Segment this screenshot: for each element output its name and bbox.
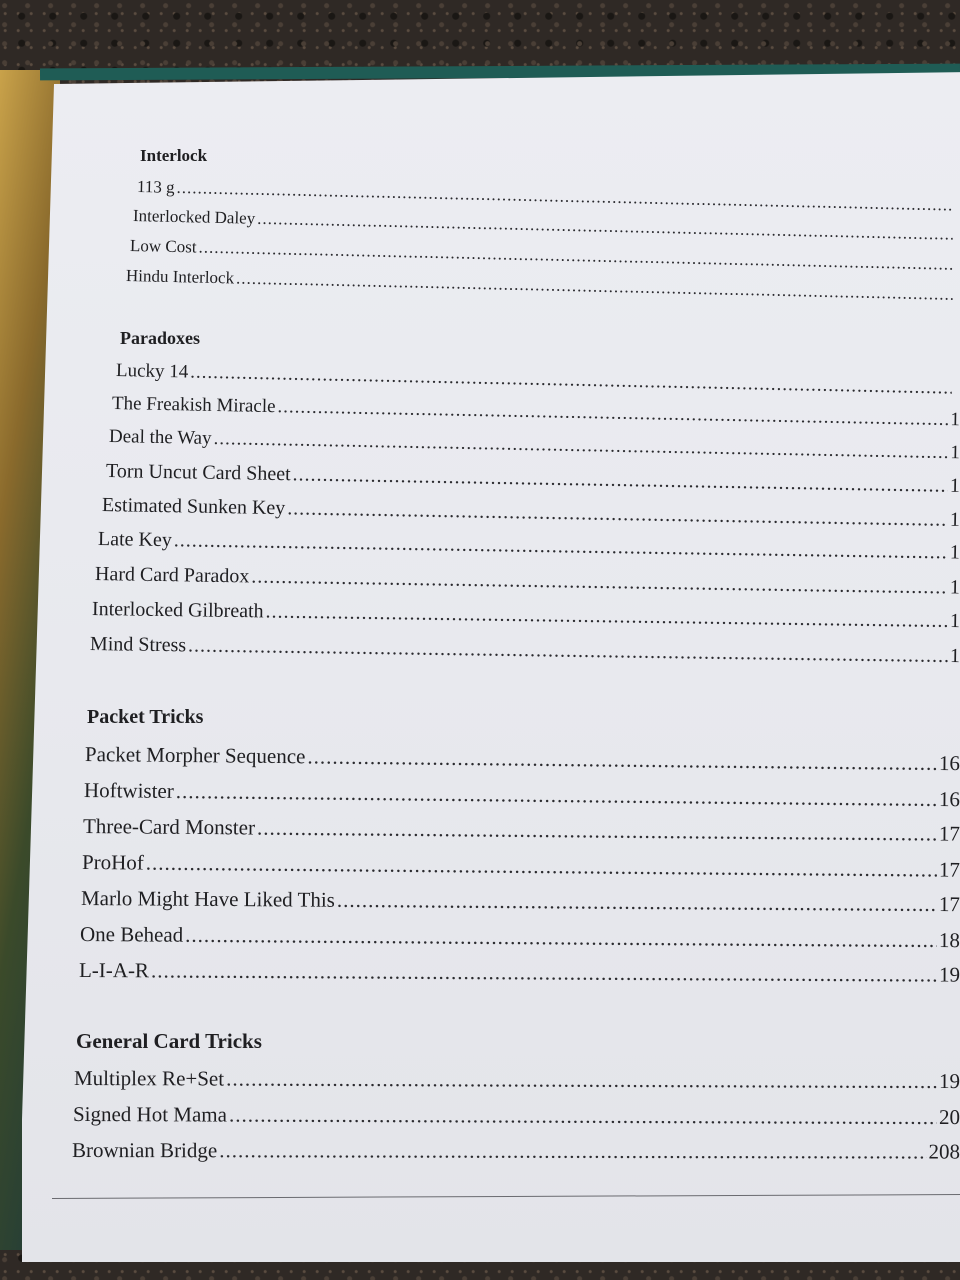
leader-dots xyxy=(226,1067,937,1094)
toc-entry-title: L-I-A-R xyxy=(78,958,150,983)
toc-entry-page: 1 xyxy=(949,576,960,599)
leader-dots xyxy=(251,565,948,599)
toc-entry xyxy=(98,528,960,565)
toc-entry-title: Estimated Sunken Key xyxy=(101,494,286,520)
toc-entry-title: Low Cost xyxy=(129,236,197,257)
leader-dots xyxy=(257,816,937,847)
toc-entry xyxy=(102,494,960,532)
toc-entry-page: 16 xyxy=(938,750,960,776)
leader-dots xyxy=(151,958,937,987)
toc-entry xyxy=(90,633,960,668)
toc-entry xyxy=(74,1066,960,1094)
leader-dots xyxy=(213,428,948,464)
toc-entry-page: 17 xyxy=(938,857,960,882)
toc-entry xyxy=(112,393,960,431)
toc-entry-page: 17 xyxy=(938,821,960,846)
leader-dots xyxy=(277,396,948,431)
toc-entry-title: 113 g xyxy=(136,177,175,197)
leader-dots xyxy=(176,779,937,812)
toc-entry xyxy=(95,563,960,600)
leader-dots xyxy=(185,923,937,953)
toc-entry-title: Torn Uncut Card Sheet xyxy=(105,460,291,486)
toc-entry-page: 19 xyxy=(938,962,960,987)
footer-rule xyxy=(52,1194,960,1199)
toc-entry-title: One Behead xyxy=(79,922,184,947)
toc-entry-page: 17 xyxy=(938,891,960,917)
toc-entry-page: 1 xyxy=(949,609,960,633)
toc-entry-page: 208 xyxy=(928,1139,960,1164)
toc-entry-page: 18 xyxy=(938,927,960,953)
toc-entry-page: 1 xyxy=(950,409,960,431)
toc-entry-page: 19 xyxy=(938,1069,960,1094)
toc-entry-title: Mind Stress xyxy=(89,633,187,657)
section-heading-general-card-tricks: General Card Tricks xyxy=(76,1029,262,1053)
toc-entry xyxy=(82,850,960,883)
leader-dots xyxy=(198,238,953,275)
toc-entry-page: 1 xyxy=(950,442,960,464)
leader-dots xyxy=(174,529,948,564)
leader-dots xyxy=(307,744,937,776)
toc-entry-page: 1 xyxy=(949,474,960,497)
leader-dots xyxy=(337,888,937,917)
toc-entry-title: Brownian Bridge xyxy=(71,1138,218,1163)
leader-dots xyxy=(257,209,953,245)
section-heading-paradoxes: Paradoxes xyxy=(120,328,200,348)
leader-dots xyxy=(188,634,948,668)
toc-entry-title: Multiplex Re+Set xyxy=(73,1066,225,1091)
toc-entry xyxy=(116,360,954,400)
toc-entry-page: 1 xyxy=(949,541,960,564)
toc-entry-title: ProHof xyxy=(81,850,144,875)
toc-entry xyxy=(109,426,960,464)
toc-entry-page: 1 xyxy=(949,645,960,668)
leader-dots xyxy=(146,851,937,883)
toc-entry-title: Hard Card Paradox xyxy=(94,563,250,588)
section-heading-interlock: Interlock xyxy=(140,146,208,165)
toc-entry xyxy=(81,886,960,917)
toc-entry xyxy=(80,922,960,953)
toc-entry-title: Late Key xyxy=(97,528,173,552)
toc-entry-title: Deal the Way xyxy=(108,426,212,449)
toc-entry-page: 20 xyxy=(938,1105,960,1130)
section-heading-packet-tricks: Packet Tricks xyxy=(87,706,204,728)
toc-entry xyxy=(106,460,960,498)
toc-entry-title: Interlocked Gilbreath xyxy=(91,598,264,623)
leader-dots xyxy=(287,497,948,532)
toc-entry xyxy=(79,958,960,988)
toc-entry-title: Packet Morpher Sequence xyxy=(84,742,306,769)
leader-dots xyxy=(236,269,953,305)
leader-dots xyxy=(292,463,948,497)
toc-entry-title: Signed Hot Mama xyxy=(72,1102,228,1127)
toc-entry xyxy=(84,778,960,812)
toc-entry xyxy=(92,598,960,633)
toc-entry-title: Three-Card Monster xyxy=(82,814,256,840)
toc-entry xyxy=(85,742,960,776)
toc-entry-title: Marlo Might Have Liked This xyxy=(80,886,336,912)
toc-entry-title: Lucky 14 xyxy=(115,360,189,383)
toc-entry xyxy=(73,1102,960,1130)
toc-entry-title: The Freakish Miracle xyxy=(111,393,276,418)
toc-entry xyxy=(72,1138,960,1165)
toc-entry xyxy=(83,814,960,847)
leader-dots xyxy=(190,362,952,400)
toc-entry-title: Hoftwister xyxy=(83,778,174,803)
leader-dots xyxy=(265,600,948,633)
leader-dots xyxy=(219,1138,926,1164)
toc-entry-page: 16 xyxy=(938,786,960,812)
toc-entry-page: 1 xyxy=(949,508,960,531)
leader-dots xyxy=(229,1103,937,1130)
toc-entry-title: Hindu Interlock xyxy=(125,266,235,288)
toc-entry-title: Interlocked Daley xyxy=(132,206,256,228)
